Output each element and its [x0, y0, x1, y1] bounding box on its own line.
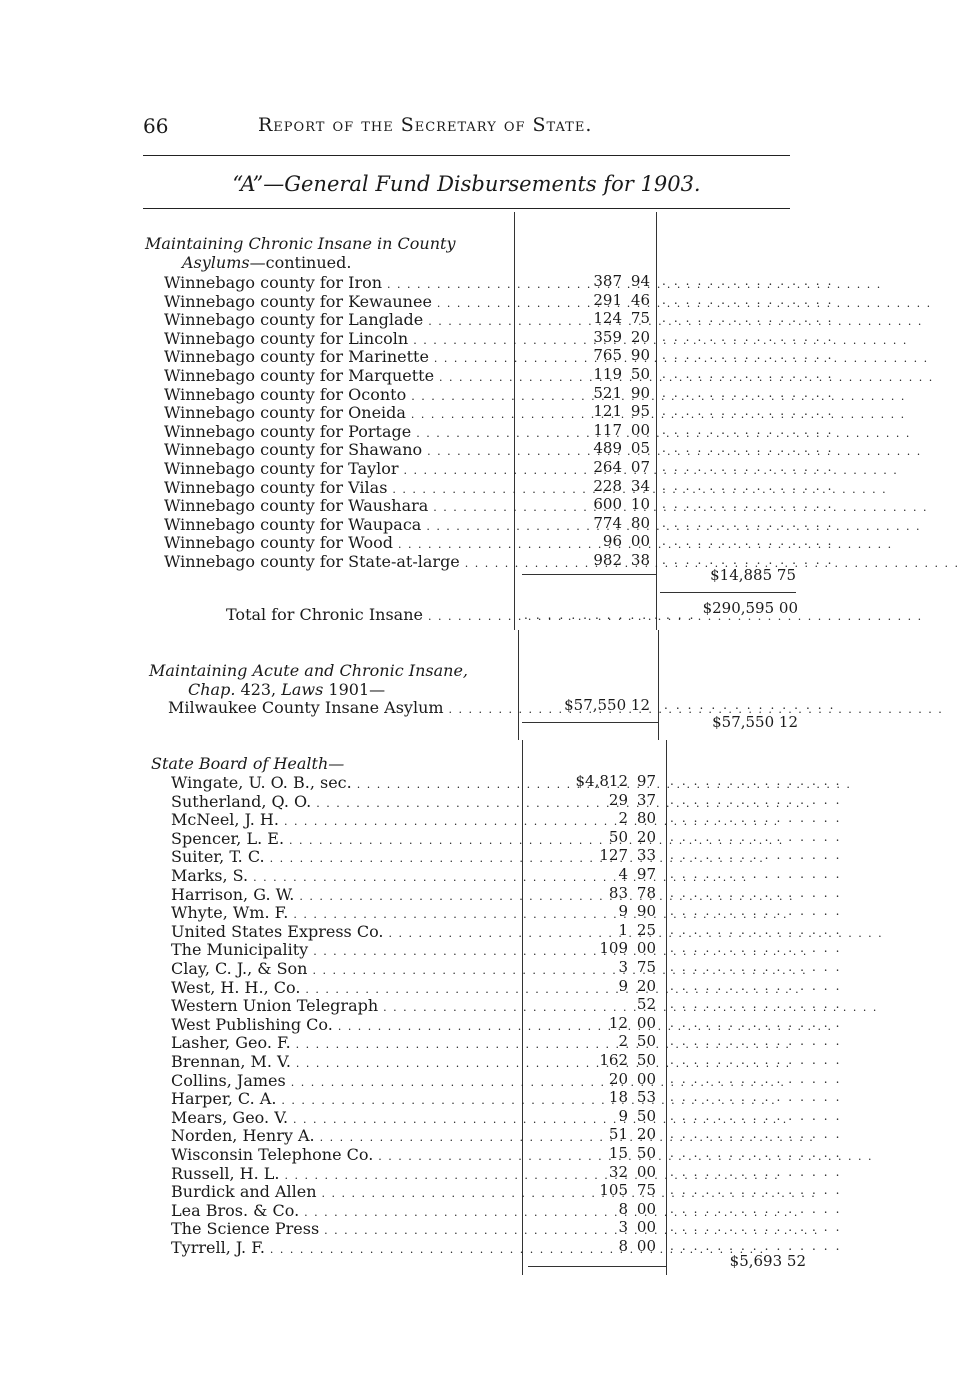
amount-dollars: 119: [593, 365, 622, 383]
table-row-amount: [520, 346, 650, 365]
table-row-label: Winnebago county for Wood . . .: [164, 534, 512, 553]
acute-laws: Laws: [281, 680, 324, 699]
leader-dots: . . . . . . . . . . . . . . .: [670, 774, 842, 788]
amount-cents: 97: [636, 772, 656, 790]
leader-dots: . . . . . . . . . . . . . . .: [670, 1239, 842, 1253]
table-row-label: Winnebago county for Kewaunee . . .: [164, 293, 512, 312]
table-row-label: Lasher, Geo. F. . . .: [171, 1034, 520, 1053]
table-row-label: Winnebago county for Lincoln . . .: [164, 330, 512, 349]
acute-row-dots: . . . . . . . . . . . . . . .: [664, 698, 836, 712]
leader-dots: . . . . . . . . . . . . . . .: [662, 367, 834, 381]
leader-dots: . . . . . . . . . . . . . . .: [670, 1183, 842, 1198]
table-row-amount: [526, 828, 656, 847]
table-row-amount: [520, 291, 650, 310]
acute-chap: Chap.: [188, 680, 236, 699]
amount-cents: 75: [630, 309, 650, 328]
amount-dollars: 2: [618, 809, 628, 828]
chronic-heading-line2: [182, 254, 351, 273]
chronic-subtotal-rule-right: [660, 592, 796, 593]
table-row-amount: [526, 921, 656, 940]
table-row-label: Harrison, G. W. . . .: [171, 886, 520, 905]
leader-dots: . . . . . . . . . . . . . . .: [662, 385, 834, 400]
amount-dollars: 20: [608, 1069, 628, 1088]
table-row-amount: [520, 365, 650, 384]
amount-cents: 50: [636, 1032, 656, 1051]
table-row-amount: [520, 328, 650, 347]
leader-dots: . . . . . . . . . . . . . . .: [670, 941, 842, 956]
amount-dollars: 29: [608, 790, 628, 809]
col-sep-1b: [518, 630, 519, 740]
table-row-amount: [526, 995, 656, 1014]
amount-dollars: 4: [618, 865, 628, 883]
leader-dots: . . . . . . . . . . . . . . .: [662, 441, 834, 456]
table-row-amount: [526, 977, 656, 996]
leader-dots: . . . . . . . . . . . . . . .: [670, 1220, 842, 1235]
table-row-amount: [526, 1032, 656, 1051]
amount-cents: 20: [630, 327, 650, 346]
chronic-heading: Maintaining Chronic Insane in County: [145, 234, 456, 253]
acute-subtotal: $57,550 12: [712, 713, 798, 731]
table-row-label: Winnebago county for Marquette . . .: [164, 367, 512, 386]
table-row-label: Clay, C. J., & Son . . .: [171, 960, 520, 979]
leader-dots: . . . . . . . . . . . . . . .: [662, 329, 834, 344]
table-row-amount: [526, 1218, 656, 1237]
table-row-label: Winnebago county for Portage . . .: [164, 423, 512, 442]
amount-cents: 75: [636, 958, 656, 976]
amount-cents: 95: [630, 402, 650, 421]
table-row-label: Spencer, L. E. . . .: [171, 830, 520, 849]
amount-dollars: 83: [608, 883, 628, 902]
amount-dollars: 117: [593, 420, 622, 439]
amount-dollars: 765: [593, 346, 622, 365]
table-row-label: Harper, C. A. . . .: [171, 1090, 520, 1109]
amount-dollars: 387: [593, 272, 622, 290]
amount-dollars: 9: [618, 976, 628, 995]
amount-dollars: 600: [593, 495, 622, 514]
table-row-amount: [526, 1237, 656, 1256]
leader-dots: . . . . . . . . . . . . . . .: [670, 1015, 842, 1030]
table-row-label: Mears, Geo. V. . . .: [171, 1109, 520, 1128]
table-row-amount: [526, 865, 656, 884]
table-row-amount: [526, 1051, 656, 1070]
table-row-label: Marks, S. . . .: [171, 867, 520, 886]
amount-cents: 50: [636, 1106, 656, 1125]
health-subtotal-rule: [528, 1266, 666, 1267]
amount-dollars: 50: [608, 827, 628, 846]
amount-dollars: 228: [593, 476, 622, 495]
amount-dollars: 127: [599, 846, 628, 865]
amount-dollars: 8: [618, 1199, 628, 1218]
amount-dollars: 162: [599, 1051, 628, 1069]
table-row-label: Wisconsin Telephone Co. . . .: [171, 1146, 520, 1165]
leader-dots: . . . . . . . . . . . . . . .: [670, 997, 842, 1012]
table-row-label: Sutherland, Q. O. . . .: [171, 793, 520, 812]
amount-dollars: 32: [608, 1162, 628, 1181]
leader-dots: . . . . . . . . . . . . . . .: [662, 497, 834, 512]
amount-dollars: 489: [593, 439, 622, 458]
amount-dollars: 18: [608, 1088, 628, 1107]
amount-cents: 00: [636, 939, 656, 958]
health-subtotal: $5,693 52: [729, 1252, 806, 1270]
leader-dots: . . . . . . . . . . . . . . .: [670, 792, 842, 807]
amount-dollars: 51: [608, 1125, 628, 1144]
amount-cents: 80: [636, 809, 656, 828]
table-row-amount: [526, 1014, 656, 1033]
acute-subtotal-rule: [522, 722, 658, 723]
leader-dots: . . . . . . . . . . . . . . .: [662, 292, 834, 307]
leader-dots: . . . . . . . . . . . . . . .: [670, 978, 842, 993]
amount-cents: 05: [630, 439, 650, 458]
table-row-amount: [520, 421, 650, 440]
acute-year: 1901—: [328, 680, 386, 699]
health-heading: State Board of Health—: [151, 754, 345, 773]
leader-dots: . . . . . . . . . . . . . . .: [670, 885, 842, 900]
section-title: “A”—General Fund Disbursements for 1903.: [232, 172, 701, 196]
table-row-label: United States Express Co. . . .: [171, 923, 520, 942]
leader-dots: . . . . . . . . . . . . . . .: [662, 478, 834, 493]
title-rule: [143, 208, 790, 209]
table-row-label: Russell, H. L. . . .: [171, 1165, 520, 1184]
table-row-amount: [526, 1163, 656, 1182]
amount-cents: 00: [636, 1218, 656, 1237]
table-row-amount: [526, 1181, 656, 1200]
table-row-label: Collins, James . . .: [171, 1072, 520, 1091]
amount-cents: 00: [636, 1162, 656, 1181]
amount-dollars: 291: [593, 290, 622, 309]
table-row-amount: [526, 1125, 656, 1144]
table-row-amount: [526, 884, 656, 903]
table-row-amount: [520, 551, 650, 570]
leader-dots: . . . . . . . . . . . . . . .: [670, 1090, 842, 1105]
running-head: Report of the Secretary of State.: [258, 114, 593, 136]
amount-dollars: 359: [593, 327, 622, 346]
amount-dollars: 15: [608, 1144, 628, 1162]
leader-dots: . . . . . . . . . . . . . . .: [670, 960, 842, 974]
table-row-label: Winnebago county for Oconto . . .: [164, 386, 512, 405]
amount-dollars: 3: [618, 1218, 628, 1237]
amount-cents: 50: [636, 1051, 656, 1069]
leader-dots: . . . . . . . . . . . . . . .: [662, 311, 834, 326]
amount-cents: 80: [630, 513, 650, 532]
acute-heading: Maintaining Acute and Chronic Insane,: [149, 661, 468, 680]
amount-cents: 46: [630, 290, 650, 309]
acute-row-label: Milwaukee County Insane Asylum . . .: [168, 699, 516, 718]
amount-dollars: 774: [593, 513, 622, 532]
table-row-amount: [520, 402, 650, 421]
amount-cents: 20: [636, 827, 656, 846]
chronic-subtotal: $14,885 75: [710, 566, 796, 584]
amount-dollars: 105: [599, 1181, 628, 1200]
amount-dollars: 982: [593, 551, 622, 569]
leader-dots: . . . . . . . . . . . . . . .: [670, 1108, 842, 1123]
amount-dollars: 124: [593, 309, 622, 328]
leader-dots: . . . . . . . . . . . . . . .: [670, 1034, 842, 1049]
leader-dots: . . . . . . . . . . . . . . .: [670, 1127, 842, 1142]
leader-dots: . . . . . . . . . . . . . . .: [670, 1053, 842, 1067]
table-row-label: Lea Bros. & Co. . . .: [171, 1202, 520, 1221]
amount-cents: 00: [636, 1013, 656, 1032]
amount-cents: 07: [630, 458, 650, 476]
leader-dots: . . . . . . . . . . . . . . .: [670, 1164, 842, 1179]
amount-dollars: 109: [599, 939, 628, 958]
table-row-amount: [520, 309, 650, 328]
table-row-amount: [526, 1107, 656, 1126]
amount-dollars: 9: [618, 1106, 628, 1125]
table-row-label: Winnebago county for State-at-large . . .: [164, 553, 512, 572]
table-row-amount: [526, 1070, 656, 1089]
leader-dots: . . . . . . . . . . . . . . .: [662, 404, 834, 419]
leader-dots: . . . . . . . . . . . . . . .: [670, 848, 842, 863]
table-row-amount: [526, 939, 656, 958]
table-row-label: Winnebago county for Waushara . . .: [164, 497, 512, 516]
table-row-label: Winnebago county for Waupaca . . .: [164, 516, 512, 535]
table-row-amount: [526, 1088, 656, 1107]
leader-dots: . . . . . . . . . . . . . . .: [662, 274, 834, 288]
amount-cents: 53: [636, 1088, 656, 1107]
amount-cents: 00: [636, 1069, 656, 1088]
table-row-label: Brennan, M. V. . . .: [171, 1053, 520, 1072]
amount-cents: 90: [630, 383, 650, 402]
amount-cents: 94: [630, 272, 650, 290]
table-row-label: Winnebago county for Langlade . . .: [164, 311, 512, 330]
table-row-amount: [526, 1200, 656, 1219]
amount-dollars: 1: [618, 920, 628, 939]
table-row-label: McNeel, J. H. . . .: [171, 811, 520, 830]
table-row-label: Western Union Telegraph . . .: [171, 997, 520, 1016]
leader-dots: . . . . . . . . . . . . . . .: [670, 904, 842, 919]
table-row-label: Winnebago county for Oneida . . .: [164, 404, 512, 423]
amount-cents: 52: [636, 995, 656, 1014]
table-row-label: Wingate, U. O. B., sec. . . .: [171, 774, 520, 793]
table-row-label: The Science Press . . .: [171, 1220, 520, 1239]
leader-dots: . . . . . . . . . . . . . . .: [662, 460, 834, 474]
amount-cents: 37: [636, 790, 656, 809]
table-row-amount: [526, 809, 656, 828]
table-row-amount: [526, 772, 656, 791]
table-row-label: Winnebago county for Taylor . . .: [164, 460, 512, 479]
table-row-label: Norden, Henry A. . . .: [171, 1127, 520, 1146]
table-row-amount: [526, 958, 656, 977]
amount-cents: 20: [636, 976, 656, 995]
chronic-subtotal-rule: [522, 574, 656, 575]
amount-dollars: 96: [602, 532, 622, 551]
table-row-label: Winnebago county for Marinette . . .: [164, 348, 512, 367]
amount-dollars: $4,812: [575, 772, 628, 790]
chronic-total-label: Total for Chronic Insane . . .: [226, 606, 512, 625]
table-row-amount: [520, 495, 650, 514]
table-row-amount: [520, 439, 650, 458]
acute-heading-line2: [188, 681, 385, 700]
leader-dots: . . . . . . . . . . . . . . .: [670, 867, 842, 881]
table-row-amount: [520, 384, 650, 403]
amount-dollars: 8: [618, 1237, 628, 1255]
table-row-label: Winnebago county for Shawano . . .: [164, 441, 512, 460]
amount-dollars: 264: [593, 458, 622, 476]
acute-row-amount: $57,550 12: [564, 696, 650, 714]
table-row-label: Burdick and Allen . . .: [171, 1183, 520, 1202]
leader-dots: . . . . . . . . . . . . . . .: [662, 515, 834, 530]
table-row-label: Winnebago county for Vilas . . .: [164, 479, 512, 498]
acute-chap-num: 423,: [240, 680, 277, 699]
table-row-amount: [520, 514, 650, 533]
leader-dots: . . . . . . . . . . . . . . .: [662, 422, 834, 437]
table-row-label: West Publishing Co. . . .: [171, 1016, 520, 1035]
amount-cents: 33: [636, 846, 656, 865]
amount-dollars: 2: [618, 1032, 628, 1051]
amount-dollars: 121: [593, 402, 622, 421]
table-row-label: Whyte, Wm. F. . . .: [171, 904, 520, 923]
amount-cents: 90: [630, 346, 650, 365]
table-row-label: Suiter, T. C. . . .: [171, 848, 520, 867]
amount-cents: 00: [630, 532, 650, 551]
amount-cents: 10: [630, 495, 650, 514]
table-row-label: Winnebago county for Iron . . .: [164, 274, 512, 293]
col-sep-2b: [658, 630, 659, 740]
amount-cents: 20: [636, 1125, 656, 1144]
amount-dollars: 9: [618, 902, 628, 921]
leader-dots: . . . . . . . . . . . . . . .: [662, 348, 834, 363]
table-row-label: West, H. H., Co. . . .: [171, 979, 520, 998]
leader-dots: . . . . . . . . . . . . . . .: [670, 811, 842, 826]
leader-dots: . . . . . . . . . . . . . . .: [662, 553, 834, 567]
page-number: 66: [143, 114, 169, 138]
header-rule: [143, 155, 790, 156]
leader-dots: . . . . . . . . . . . . . . .: [670, 1071, 842, 1086]
amount-cents: 90: [636, 902, 656, 921]
leader-dots: . . . . . . . . . . . . . . .: [670, 1201, 842, 1216]
amount-cents: 97: [636, 865, 656, 883]
table-row-amount: [526, 791, 656, 810]
table-row-amount: [526, 902, 656, 921]
amount-dollars: 12: [608, 1013, 628, 1032]
table-row-amount: [526, 846, 656, 865]
table-row-amount: [526, 1144, 656, 1163]
amount-cents: 50: [630, 365, 650, 383]
table-row-amount: [520, 477, 650, 496]
leader-dots: . . . . . . . . . . . . . . .: [670, 1146, 842, 1160]
amount-cents: 25: [636, 920, 656, 939]
chronic-heading-asylums: Asylums: [182, 253, 250, 272]
amount-cents: 00: [630, 420, 650, 439]
table-row-label: The Municipality . . .: [171, 941, 520, 960]
amount-cents: 34: [630, 476, 650, 495]
table-row-amount: [520, 458, 650, 477]
leader-dots: . . . . . . . . . . . . . . .: [670, 829, 842, 844]
chronic-heading-continued: —continued.: [249, 253, 352, 272]
amount-dollars: 3: [618, 958, 628, 976]
leader-dots: . . . . . . . . . . . . . . .: [670, 922, 842, 937]
amount-cents: 50: [636, 1144, 656, 1162]
amount-cents: 75: [636, 1181, 656, 1200]
amount-dollars: 521: [593, 383, 622, 402]
table-row-amount: [520, 532, 650, 551]
chronic-total-dots: . . . . . . . . . . . . . . .: [524, 608, 696, 622]
table-row-label: Tyrrell, J. F. . . .: [171, 1239, 520, 1258]
amount-cents: 00: [636, 1237, 656, 1255]
amount-cents: 38: [630, 551, 650, 569]
table-row-amount: [520, 272, 650, 291]
amount-cents: 78: [636, 883, 656, 902]
amount-cents: 00: [636, 1199, 656, 1218]
leader-dots: . . . . . . . . . . . . . . .: [662, 534, 834, 549]
chronic-total-amount: $290,595 00: [702, 599, 798, 617]
